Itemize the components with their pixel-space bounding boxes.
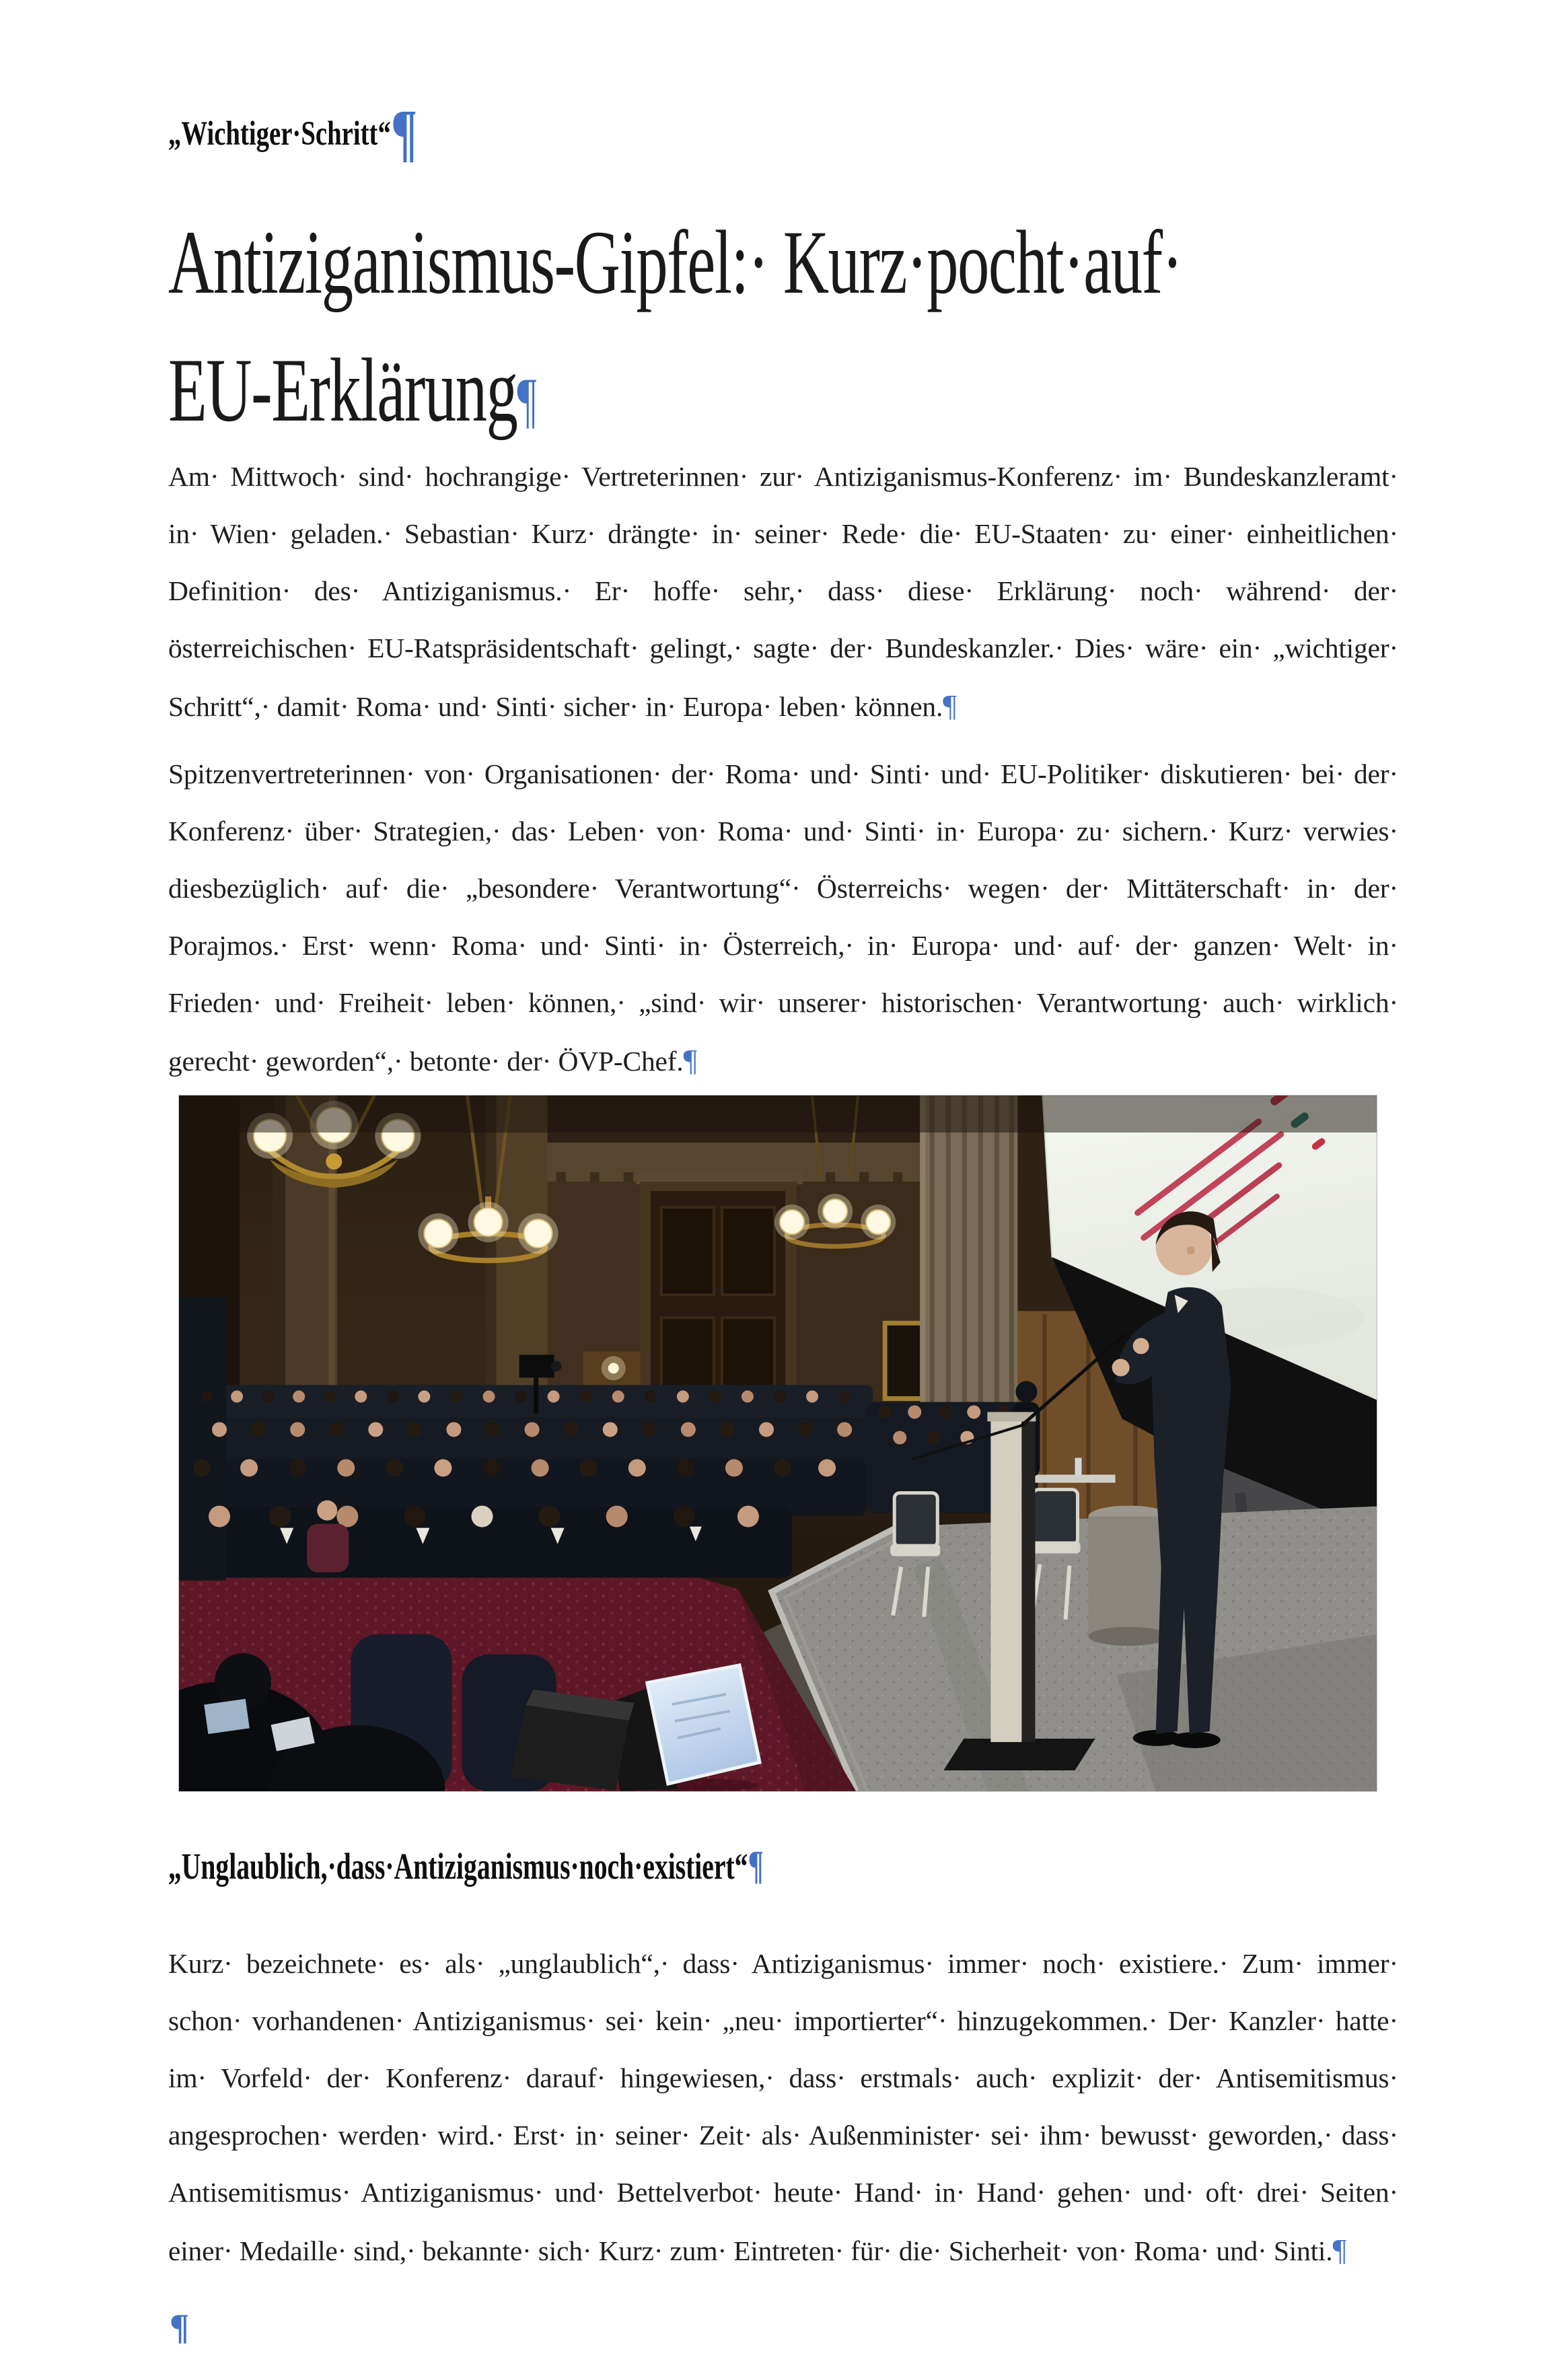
pilcrow-mark-icon: ¶ — [943, 688, 957, 723]
foreground-audience — [179, 1634, 556, 1791]
paragraph-3 — [168, 1935, 1398, 2280]
paragraph-2-text: Spitzenvertreterinnen· von· Organisationen· der· Roma· und· Sinti· und· EU-Politiker· diskutieren· bei· der· Konferenz· über· Strategien,· das· Leben· von· Roma· und· Sinti· in· Europa· zu· sichern.· Kurz· verwies· diesbezüglich· auf· die· „besondere· Verantwortung“· Österreichs· wegen· der· Mittäterschaft· in· der· Porajmos.· Erst· wenn· Roma· und· Sinti· in· Österreich,· in· Europa· und· auf· der· ganzen· Welt· in· Frieden· und· Freiheit· leben· können,· „sind· wir· unserer· historischen· Verantwortung· auch· wirklich· gerecht· geworden“,· betonte· der· ÖVP-Chef. — [168, 758, 1398, 1077]
paragraph-2 — [168, 746, 1398, 1090]
conference-photo-graphic — [179, 1095, 1377, 1791]
pilcrow-mark-icon: ¶ — [517, 365, 536, 434]
article-title — [168, 199, 1553, 464]
paragraph-1 — [168, 448, 1398, 735]
subheading-text: „Unglaublich,·dass·Antiziganismus·noch·existiert“ — [168, 1846, 748, 1887]
title-line-2: EU-Erklärung — [168, 340, 517, 441]
pilcrow-mark-icon: ¶ — [170, 2307, 190, 2347]
kicker-heading — [168, 96, 418, 168]
kicker-text: „Wichtiger·Schritt“ — [168, 115, 391, 153]
paragraph-3-text: Kurz· bezeichnete· es· als· „unglaublich“,· dass· Antiziganismus· immer· noch· existiere.· Zum· immer· schon· vorhandenen· Antiziganismus· sei· kein· „neu· importierter“· hinzugekommen.· Der· Kanzler· hatte· im· Vorfeld· der· Konferenz· darauf· hingewiesen,· dass· erstmals· auch· explizit· der· Antisemitismus· angesprochen· werden· wird.· Erst· in· seiner· Zeit· als· Außenminister· sei· ihm· bewusst· geworden,· dass· Antisemitismus· Antiziganismus· und· Bettelverbot· heute· Hand· in· Hand· gehen· und· oft· drei· Seiten· einer· Medaille· sind,· bekannte· sich· Kurz· zum· Eintreten· für· die· Sicherheit· von· Roma· und· Sinti. — [168, 1948, 1398, 2266]
pilcrow-mark-icon: ¶ — [683, 1043, 698, 1077]
stage-monitor-speaker — [511, 1690, 635, 1791]
pilcrow-mark-icon: ¶ — [748, 1843, 764, 1887]
subheading — [168, 1841, 764, 1891]
laptop-screen — [204, 1699, 250, 1734]
tv-camera-icon — [519, 1355, 554, 1377]
empty-paragraph — [170, 2307, 189, 2347]
red-dress-attendee — [307, 1524, 349, 1573]
paragraph-1-text: Am· Mittwoch· sind· hochrangige· Vertreterinnen· zur· Antiziganismus-Konferenz· im· Bundeskanzleramt· in· Wien· geladen.· Sebastian· Kurz· drängte· in· seiner· Rede· die· EU-Staaten· zu· einer· einheitlichen· Definition· des· Antiziganismus.· Er· hoffe· sehr,· dass· diese· Erklärung· noch· während· der· österreichischen· EU-Ratspräsidentschaft· gelingt,· sagte· der· Bundeskanzler.· Dies· wäre· ein· „wichtiger· Schritt“,· damit· Roma· und· Sinti· sicher· in· Europa· leben· können. — [168, 461, 1398, 722]
wall-lamp-icon — [608, 1363, 619, 1373]
pilcrow-mark-icon: ¶ — [390, 96, 418, 168]
pilcrow-mark-icon: ¶ — [1332, 2233, 1347, 2267]
conference-photo — [179, 1095, 1377, 1791]
title-line-1: Antiziganismus-Gipfel:· Kurz·pocht·auf· — [168, 213, 1182, 313]
